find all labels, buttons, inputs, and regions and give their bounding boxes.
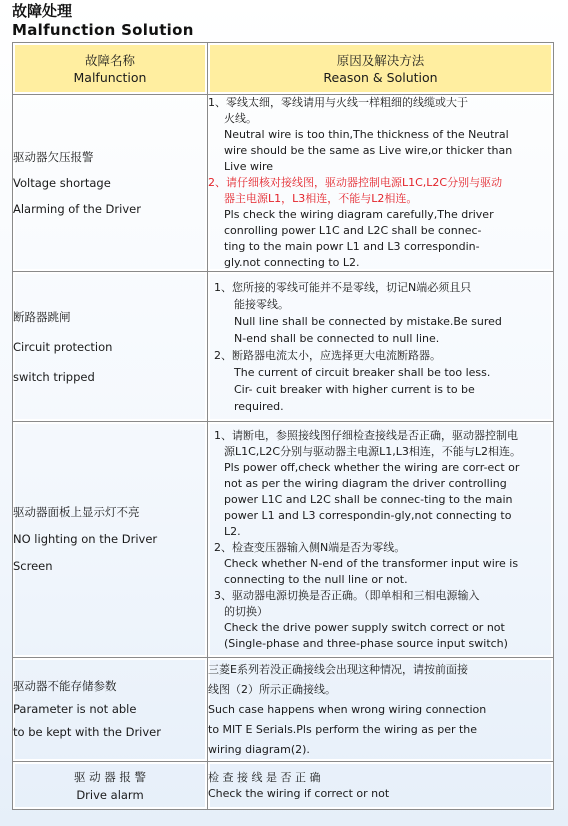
solution-line: to MIT E Serials.Pls perform the wiring as per the: [208, 722, 478, 736]
solution-line: wire should be the same as Live wire,or thicker than: [224, 144, 513, 157]
table-header-row: [13, 43, 554, 95]
malfunction-en: Circuit protection: [13, 339, 113, 354]
solution-line: power L1C and L2C shall be connec-ting to the main: [224, 492, 513, 506]
header-malfunction: [13, 43, 208, 95]
solution-line: 3、驱动器电源切换是否正确。（即单相和三相电源输入: [214, 588, 480, 602]
table-row: [13, 272, 554, 422]
malfunction-cn: 断路器跳闸: [13, 309, 71, 324]
solution-line: Check whether N-end of the transformer input wire is: [224, 556, 519, 570]
solution-line: 1、零线太细，零线请用与火线一样粗细的线缆或大于: [208, 96, 468, 109]
solution-line: power L1 and L3 correspondin-gly,not connecting to: [224, 508, 512, 522]
solution-line: 1、您所接的零线可能并不是零线，切记N端必须且只: [214, 280, 472, 294]
malfunction-en: switch tripped: [13, 369, 95, 384]
solution-line: Such case happens when wrong wiring connection: [208, 702, 487, 716]
malfunction-en: Screen: [13, 559, 53, 573]
malfunction-en: to be kept with the Driver: [13, 725, 161, 739]
solution-line-highlight: 2、请仔细核对接线图，驱动器控制电源L1C,L2C分别与驱动: [208, 176, 503, 189]
header-malfunction-en: Malfunction: [73, 69, 147, 85]
solution-line: L2.: [224, 524, 241, 538]
solution-line: wiring diagram(2).: [208, 742, 310, 756]
page-title-block: [12, 2, 194, 40]
solution-line-highlight: 器主电源L1，L3相连，不能与L2相连。: [224, 192, 418, 205]
table-row: [13, 95, 554, 272]
solution-line: 三菱E系列若没正确接线会出现这种情况，请按前面接: [208, 662, 468, 676]
solution-line: Live wire: [224, 160, 274, 173]
malfunction-en: Alarming of the Driver: [13, 202, 141, 216]
solution-line: conrolling power L1C and L2C shall be connec-: [224, 224, 482, 237]
header-solution: [208, 43, 554, 95]
malfunction-cn: 驱 动 器 报 警: [73, 769, 147, 784]
table-row: [13, 422, 554, 658]
solution-line: (Single-phase and three-phase source input switch): [224, 636, 508, 650]
title-english: Malfunction Solution: [12, 21, 194, 39]
solution-line: gly.not connecting to L2.: [224, 256, 360, 269]
table-row: [13, 762, 554, 810]
solution-line: 2、检查变压器输入侧N端是否为零线。: [214, 540, 406, 554]
malfunction-cell: [13, 658, 208, 762]
solution-line: 检 查 接 线 是 否 正 确: [208, 770, 321, 784]
solution-line: connecting to the null line or not.: [224, 572, 408, 586]
table-row: [13, 658, 554, 762]
malfunction-cell: [13, 762, 208, 810]
solution-line: 火线。: [224, 112, 257, 125]
malfunction-cn: 驱动器欠压报警: [13, 150, 94, 164]
solution-line: required.: [234, 399, 284, 413]
malfunction-en: Drive alarm: [76, 787, 144, 802]
malfunction-en: Parameter is not able: [13, 702, 137, 716]
malfunction-cn: 驱动器面板上显示灯不亮: [13, 505, 140, 519]
solution-line: The current of circuit breaker shall be too less.: [234, 365, 491, 379]
solution-line: ting to the main powr L1 and L3 correspondin-: [224, 240, 480, 253]
solution-line: 源L1C,L2C分别与驱动器主电源L1,L3相连，不能与L2相连。: [224, 444, 521, 458]
malfunction-table: [12, 42, 554, 810]
solution-line: Pls power off,check whether the wiring are corr-ect or: [224, 460, 520, 474]
malfunction-cell: [13, 272, 208, 422]
solution-line: Neutral wire is too thin,The thickness of the Neutral: [224, 128, 509, 141]
malfunction-cell: [13, 422, 208, 658]
solution-cell: [208, 762, 554, 810]
solution-line: 2、断路器电流太小，应选择更大电流断路器。: [214, 348, 441, 362]
solution-cell: [208, 95, 554, 272]
solution-cell: [208, 658, 554, 762]
header-solution-en: Reason & Solution: [323, 69, 438, 85]
solution-line: Pls check the wiring diagram carefully,The driver: [224, 208, 494, 221]
solution-line: Check the wiring if correct or not: [208, 786, 390, 800]
malfunction-cn: 驱动器不能存储参数: [13, 679, 117, 693]
header-solution-cn: 原因及解决方法: [336, 52, 425, 68]
solution-line: Cir- cuit breaker with higher current is to be: [234, 382, 475, 396]
solution-line: 能接零线。: [234, 297, 289, 311]
title-chinese: 故障处理: [12, 2, 73, 20]
solution-line: Null line shall be connected by mistake.Be sured: [234, 314, 502, 328]
solution-cell: [208, 422, 554, 658]
solution-line: N-end shall be connected to null line.: [234, 331, 440, 345]
malfunction-en: Voltage shortage: [13, 176, 111, 190]
solution-line: not as per the wiring diagram the driver controlling: [224, 476, 507, 490]
solution-cell: [208, 272, 554, 422]
solution-line: Check the drive power supply switch correct or not: [224, 620, 505, 634]
header-malfunction-cn: 故障名称: [84, 52, 135, 68]
solution-line: 的切换）: [224, 604, 268, 618]
malfunction-cell: [13, 95, 208, 272]
solution-line: 1、请断电，参照接线图仔细检查接线是否正确，驱动器控制电: [214, 428, 518, 442]
malfunction-en: NO lighting on the Driver: [13, 532, 158, 546]
solution-line: 线图（2）所示正确接线。: [208, 682, 336, 696]
